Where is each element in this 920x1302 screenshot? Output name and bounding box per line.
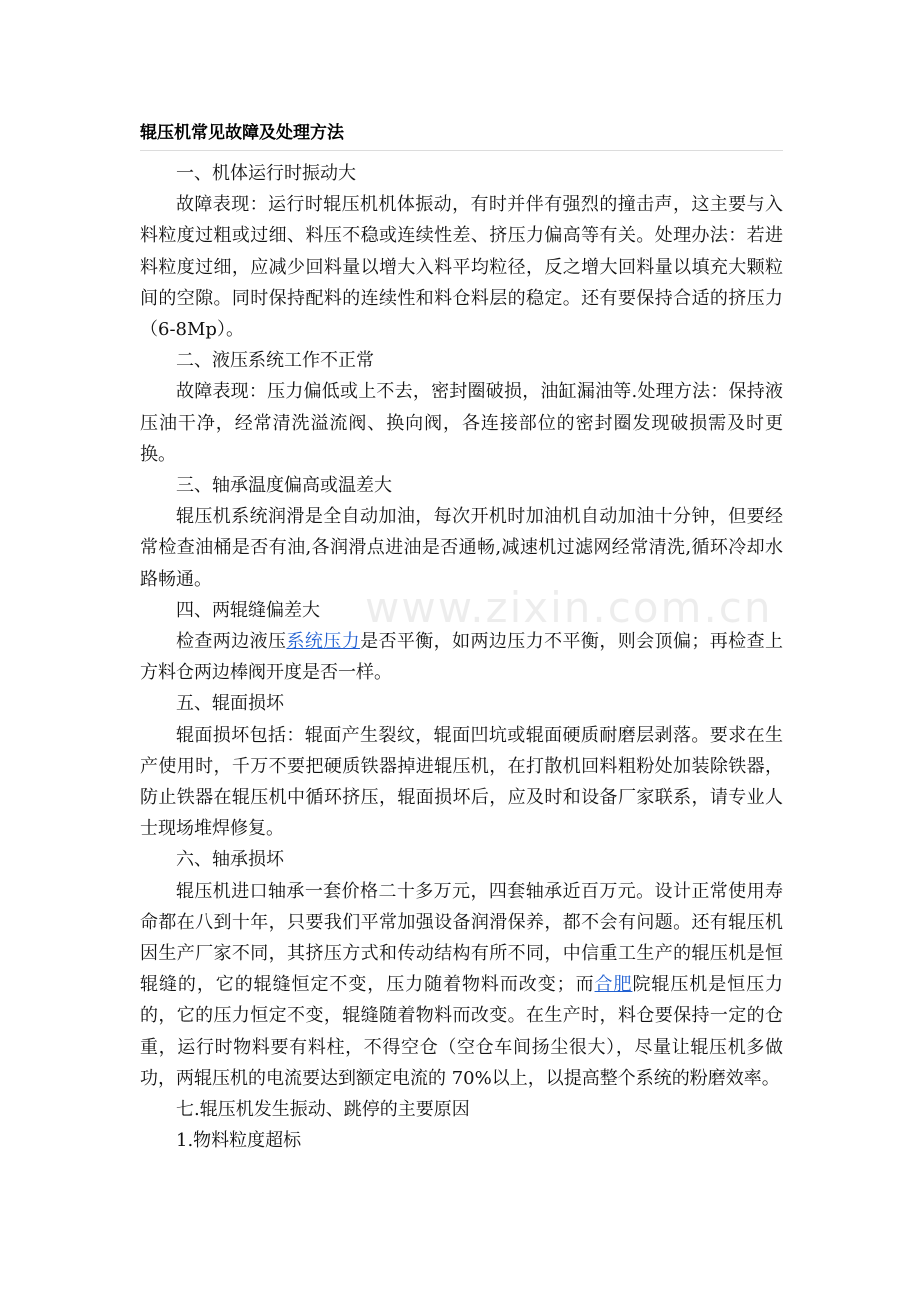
- section-body-5: 辊面损坏包括：辊面产生裂纹，辊面凹坑或辊面硬质耐磨层剥落。要求在生产使用时，千万不要把硬质铁器掉进辊压机，在打散机回料粗粉处加装除铁器，防止铁器在辊压机中循环挤压，辊面损坏后，应及时和设备厂家联系，请专业人士现场堆焊修复。: [140, 724, 783, 840]
- document-title: 辊压机常见故障及处理方法: [140, 123, 344, 143]
- section-heading-1: 一、机体运行时振动大: [176, 163, 356, 184]
- section-heading-2: 二、液压系统工作不正常: [176, 350, 374, 372]
- section-body-4: [140, 626, 783, 688]
- subitem-1: 1.物料粒度超标: [176, 1130, 302, 1152]
- section-body-1: 故障表现：运行时辊压机机体振动，有时并伴有强烈的撞击声，这主要与入料粒度过粗或过细、料压不稳或连续性差、挤压力偏高等有关。处理办法：若进料粒度过细，应减少回料量以增大入料平均粒径，反之增大回料量以填充大颗粒间的空隙。同时保持配料的连续性和料仓料层的稳定。还有要保持合适的挤压力（6-8Mp）。: [140, 194, 783, 341]
- section-body-4-text-a: 检查两边液压: [176, 631, 287, 653]
- link-hefei[interactable]: 合肥: [594, 974, 633, 996]
- title-divider: [140, 150, 783, 151]
- link-system-pressure[interactable]: 系统压力: [286, 631, 361, 653]
- watermark: www.zixin.com.cn: [365, 583, 773, 632]
- section-body-6-text-b: 院辊压机是恒压力的，它的压力恒定不变，辊缝随着物料而改变。在生产时，料仓要保持一定的仓重，运行时物料要有料柱，不得空仓（空仓车间扬尘很大），尽量让辊压机多做功，两辊压机的电流要达到额定电流的 70%以上，以提高整个系统的粉磨效率。: [140, 974, 784, 1089]
- section-heading-4: 四、两辊缝偏差大: [176, 599, 320, 621]
- document-body: [140, 158, 783, 1157]
- section-body-6: [140, 876, 783, 1094]
- section-heading-7: 七.辊压机发生振动、跳停的主要原因: [176, 1099, 470, 1121]
- section-heading-6: 六、轴承损坏: [176, 849, 284, 871]
- section-heading-5: 五、辊面损坏: [176, 693, 284, 715]
- section-body-3: 辊压机系统润滑是全自动加油，每次开机时加油机自动加油十分钟，但要经常检查油桶是否有油,各润滑点进油是否通畅,减速机过滤网经常清洗,循环冷却水路畅通。: [140, 506, 783, 590]
- section-heading-3: 三、轴承温度偏高或温差大: [176, 475, 392, 497]
- section-body-4-text-b: 是否平衡，如两边压力不平衡，则会顶偏；再检查上方料仓两边棒阀开度是否一样。: [140, 631, 783, 684]
- section-body-6-text-a: 辊压机进口轴承一套价格二十多万元，四套轴承近百万元。设计正常使用寿命都在八到十年，只要我们平常加强设备润滑保养，都不会有问题。还有辊压机因生产厂家不同，其挤压方式和传动结构有所不同，中信重工生产的辊压机是恒辊缝的，它的辊缝恒定不变，压力随着物料而改变；而: [140, 880, 783, 996]
- section-body-2: 故障表现：压力偏低或上不去，密封圈破损，油缸漏油等.处理方法：保持液压油干净，经常清洗溢流阀、换向阀，各连接部位的密封圈发现破损需及时更换。: [140, 381, 783, 465]
